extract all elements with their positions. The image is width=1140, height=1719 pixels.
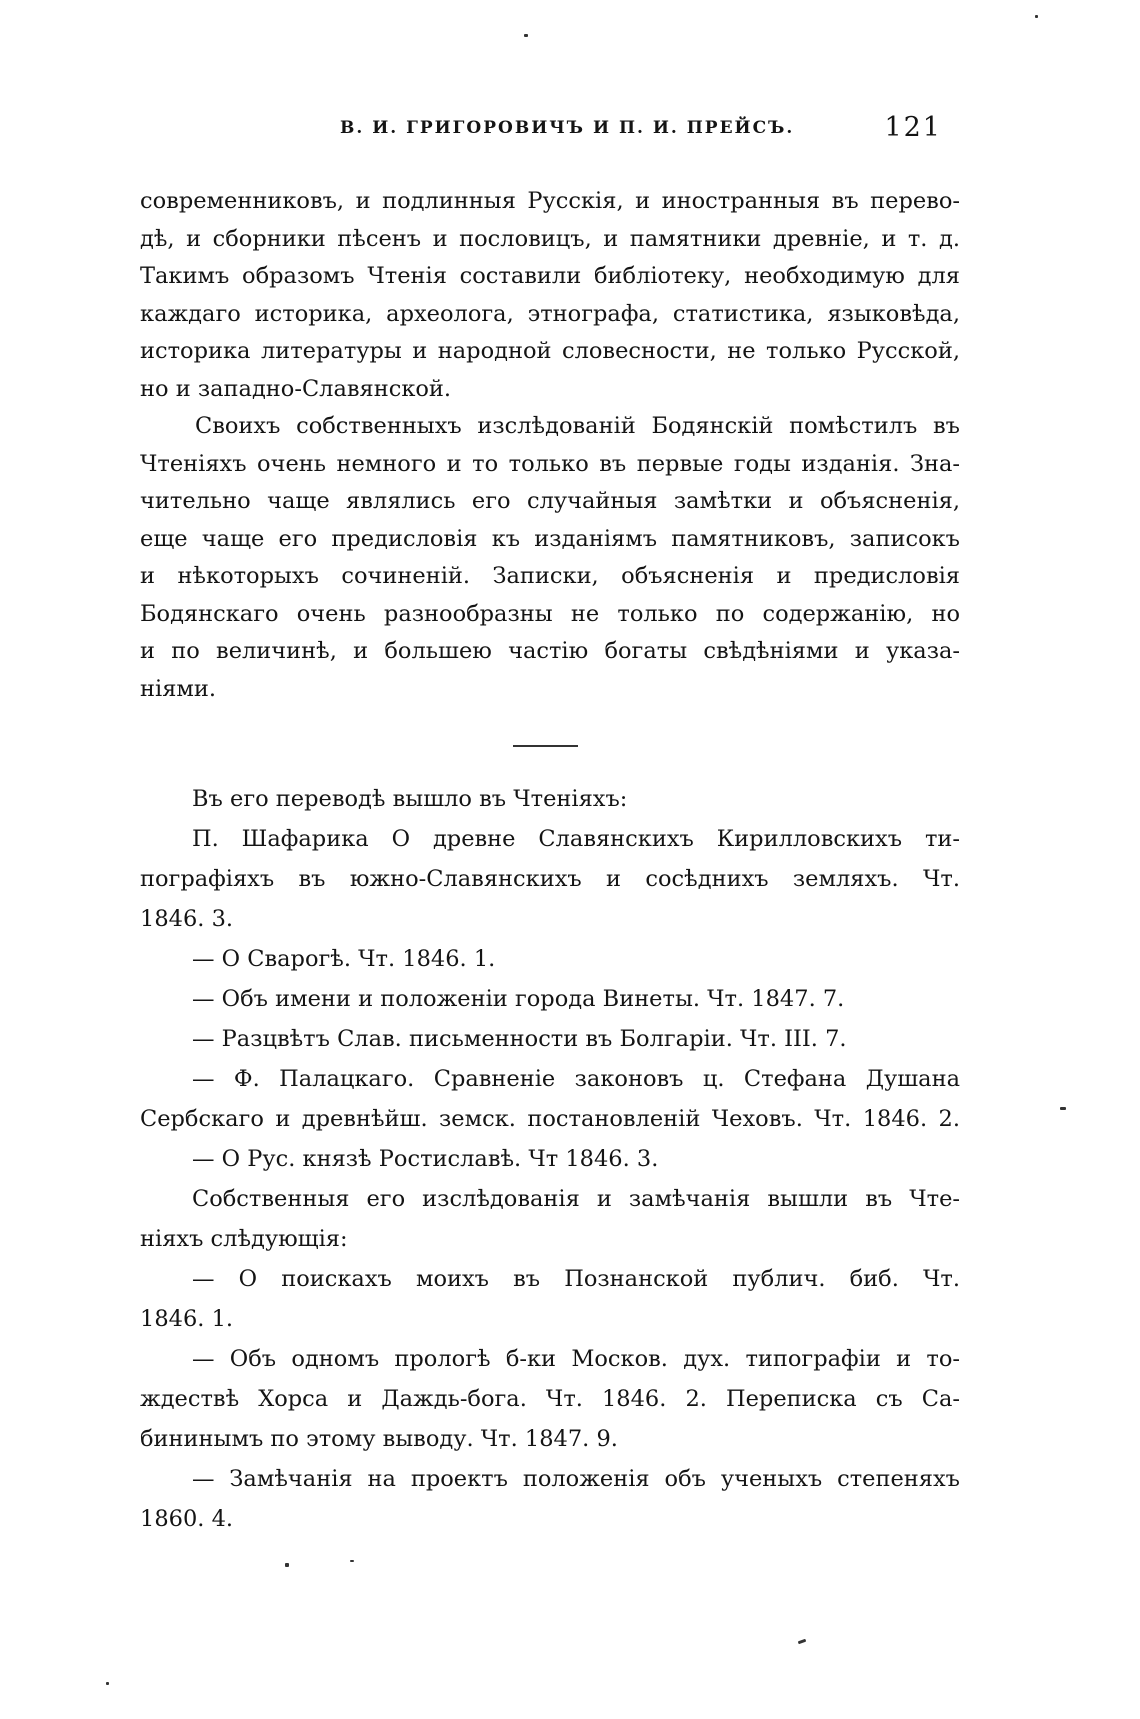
list-item: 1846. 1. bbox=[140, 1306, 234, 1332]
list-item: 1860. 4. bbox=[140, 1506, 234, 1532]
text-line: чительно чаще являлись его случайныя замѣтки и объясненія, bbox=[140, 488, 960, 514]
text-line: Чтеніяхъ очень немного и то только въ первые годы изданія. Зна- bbox=[140, 450, 960, 477]
text-line: современниковъ, и подлинныя Русскія, и иностранныя въ перево- bbox=[140, 188, 960, 214]
text-line: но и западно-Славянской. bbox=[140, 375, 452, 402]
running-title: В. И. ГРИГОРОВИЧЪ И П. И. ПРЕЙСЪ. bbox=[340, 118, 795, 138]
list-item: — Объ имени и положеніи города Винеты. Чт. 1847. 7. bbox=[192, 986, 845, 1012]
text-line: и по величинѣ, и большею частію богаты свѣдѣніями и указа- bbox=[140, 638, 960, 664]
page-number: 121 bbox=[884, 112, 942, 143]
scan-speck bbox=[1060, 1107, 1066, 1110]
scan-speck bbox=[350, 1560, 354, 1562]
text-line: Бодянскаго очень разнообразны не только по содержанію, но bbox=[140, 600, 960, 627]
list-item: пографіяхъ въ южно-Славянскихъ и сосѣднихъ земляхъ. Чт. bbox=[140, 866, 960, 892]
scan-speck bbox=[1035, 15, 1038, 18]
list-item: Сербскаго и древнѣйш. земск. постановленій Чеховъ. Чт. 1846. 2. bbox=[140, 1106, 960, 1132]
list-item: П. Шафарика О древне Славянскихъ Кирилловскихъ ти- bbox=[192, 826, 960, 852]
list-item: 1846. 3. bbox=[140, 906, 234, 932]
text-line: Своихъ собственныхъ изслѣдованій Бодянскій помѣстилъ въ bbox=[195, 413, 960, 439]
text-line: и нѣкоторыхъ сочиненій. Записки, объясненія и предисловія bbox=[140, 563, 960, 589]
text-line: каждаго историка, археолога, этнографа, статистика, языковѣда, bbox=[140, 300, 960, 327]
scan-speck bbox=[524, 34, 528, 37]
scan-speck bbox=[106, 1682, 109, 1685]
scan-speck bbox=[798, 1639, 807, 1645]
list-item: — О поискахъ моихъ въ Познанской публич. биб. Чт. bbox=[192, 1266, 960, 1292]
text-line: еще чаще его предисловія къ изданіямъ памятниковъ, записокъ bbox=[140, 525, 960, 552]
scan-speck bbox=[285, 1563, 289, 1567]
bibliography-list bbox=[140, 779, 960, 1539]
main-text bbox=[140, 183, 960, 708]
list-subheading: Собственныя его изслѣдованія и замѣчанія вышли въ Чте- bbox=[192, 1186, 960, 1212]
page-header bbox=[140, 112, 960, 152]
list-item: — Объ одномъ прологѣ б-ки Москов. дух. типографіи и то- bbox=[192, 1346, 960, 1372]
list-item: — Ф. Палацкаго. Сравненіе законовъ ц. Стефана Душана bbox=[192, 1066, 960, 1092]
list-subheading: ніяхъ слѣдующія: bbox=[140, 1226, 348, 1252]
list-item: — О Сварогѣ. Чт. 1846. 1. bbox=[192, 946, 496, 972]
paragraph-1 bbox=[140, 183, 960, 408]
paragraph-2 bbox=[140, 408, 960, 708]
list-item: — Замѣчанія на проектъ положенія объ ученыхъ степеняхъ bbox=[192, 1466, 960, 1492]
list-item: — Разцвѣтъ Слав. письменности въ Болгаріи. Чт. III. 7. bbox=[192, 1026, 847, 1052]
text-line: ніями. bbox=[140, 675, 217, 702]
list-item: — О Рус. князѣ Ростиславѣ. Чт 1846. 3. bbox=[192, 1146, 659, 1172]
list-item: бининымъ по этому выводу. Чт. 1847. 9. bbox=[140, 1426, 618, 1452]
text-line: дѣ, и сборники пѣсенъ и пословицъ, и памятники древніе, и т. д. bbox=[140, 225, 960, 252]
list-item: ждествѣ Хорса и Даждь-бога. Чт. 1846. 2. Переписка съ Са- bbox=[140, 1386, 960, 1412]
text-line: Такимъ образомъ Чтенія составили библіотеку, необходимую для bbox=[140, 263, 960, 289]
section-divider bbox=[513, 745, 578, 747]
list-heading: Въ его переводѣ вышло въ Чтеніяхъ: bbox=[192, 786, 628, 812]
text-line: историка литературы и народной словесности, не только Русской, bbox=[140, 338, 960, 364]
